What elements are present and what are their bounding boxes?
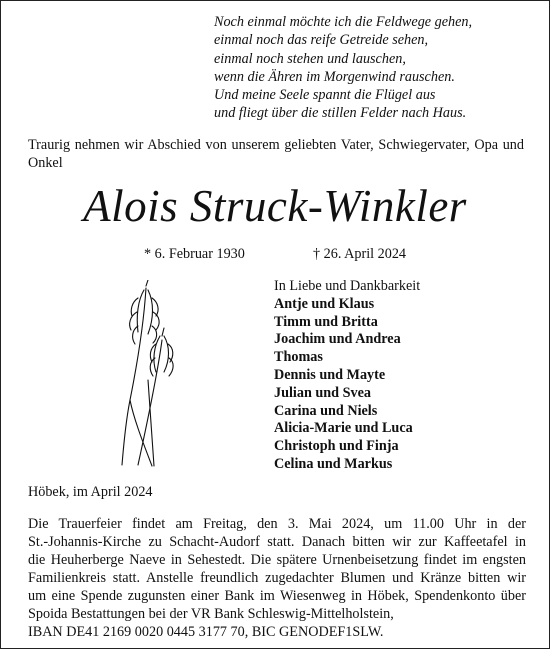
mourner-name: Carina und Niels	[274, 402, 378, 419]
details-line: St.-Johannis-Kirche zu Schacht-Audorf statt. Danach bitten wir zur Kaffeetafel in	[28, 534, 526, 550]
poem-line: wenn die Ähren im Morgenwind rauschen.	[214, 68, 455, 85]
mourner-name: Christoph und Finja	[274, 438, 399, 455]
details-line: Spoida Bestattungen bei der VR Bank Schleswig-Mittelholstein,	[28, 606, 394, 622]
poem-line: einmal noch stehen und lauschen,	[214, 50, 406, 67]
details-line: Die Trauerfeier findet am Freitag, den 3. Mai 2024, um 11.00 Uhr in der	[28, 516, 526, 532]
poem-line: und fliegt über die stillen Felder nach Haus.	[214, 105, 467, 122]
death-date: † 26. April 2024	[313, 246, 407, 262]
wheat-ears-icon	[108, 280, 188, 470]
details-line: Familienkreis statt. Anstelle freundlich zugedachter Blumen und Kränze bitten wir	[28, 570, 526, 586]
funeral-details	[28, 515, 526, 641]
poem-line: Und meine Seele spannt die Flügel aus	[214, 87, 436, 104]
mourner-name: Antje und Klaus	[274, 295, 375, 312]
deceased-name: Alois Struck-Winkler	[83, 181, 467, 231]
birth-date: * 6. Februar 1930	[144, 246, 245, 262]
mourner-name: Timm und Britta	[274, 313, 378, 330]
details-line: um eine Spende zugunsten einer Bank im Wiesenweg in Höbek, Spendenkonto über	[28, 588, 526, 604]
mourner-name: Thomas	[274, 349, 323, 366]
mourner-name: Joachim und Andrea	[274, 331, 401, 348]
mourners-list	[274, 278, 420, 474]
mourner-name: Celina und Markus	[274, 455, 393, 472]
mourner-name: Julian und Svea	[274, 384, 371, 401]
mourners-lead: In Liebe und Dankbarkeit	[274, 278, 421, 294]
details-line: die Heuherberge Naeve in Sehestedt. Die spätere Urnenbeisetzung findet im engsten	[28, 552, 526, 568]
poem-line: einmal noch das reife Getreide sehen,	[214, 32, 429, 49]
place-date: Höbek, im April 2024	[28, 484, 153, 500]
poem-line: Noch einmal möchte ich die Feldwege gehen,	[214, 14, 473, 30]
bank-details: IBAN DE41 2169 0020 0445 3177 70, BIC GENODEF1SLW.	[28, 624, 384, 640]
mourner-name: Alicia-Marie und Luca	[274, 420, 413, 437]
poem	[214, 13, 534, 123]
mourner-name: Dennis und Mayte	[274, 366, 386, 383]
intro-text: Traurig nehmen wir Abschied von unserem geliebten Vater, Schwiegervater, Opa und Onkel	[28, 137, 524, 171]
